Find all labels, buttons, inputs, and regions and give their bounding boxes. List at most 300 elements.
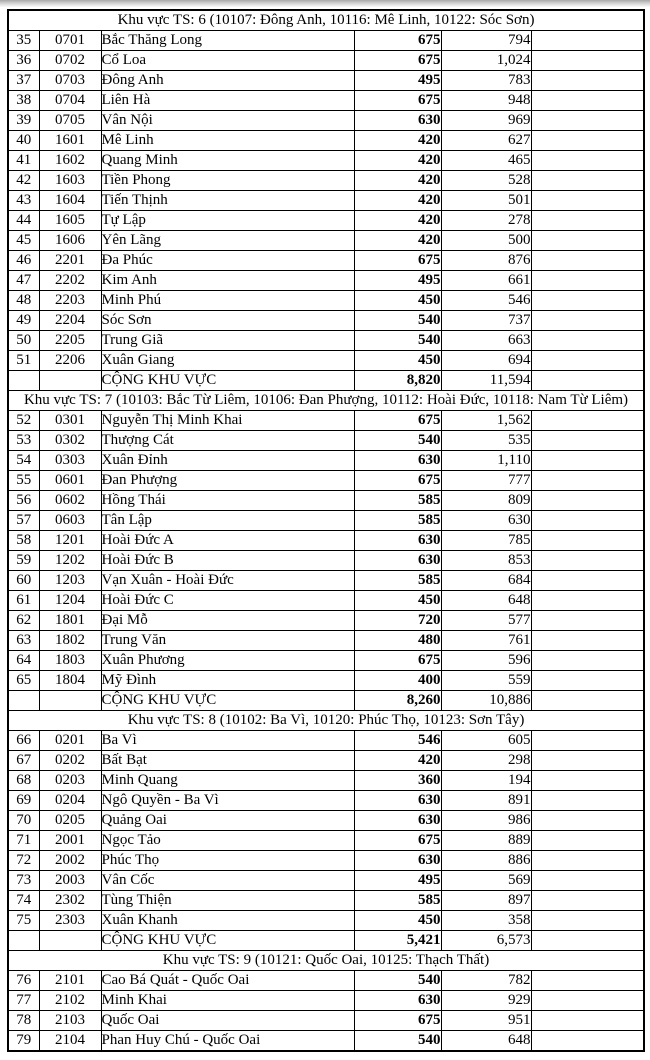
empty-cell (531, 231, 644, 251)
empty-cell (531, 51, 644, 71)
value1-cell: 675 (354, 31, 441, 51)
row-no-cell: 47 (8, 271, 39, 291)
row-no-cell: 54 (8, 451, 39, 471)
school-code-cell: 2204 (39, 311, 101, 331)
school-name-cell: Tân Lập (101, 511, 354, 531)
school-name-cell: Mê Linh (101, 131, 354, 151)
school-name-cell: Mỹ Đình (101, 671, 354, 691)
school-code-cell: 1606 (39, 231, 101, 251)
table-row (8, 111, 644, 131)
school-code-cell: 2104 (39, 1031, 101, 1052)
school-code-cell: 1202 (39, 551, 101, 571)
row-no-cell: 72 (8, 851, 39, 871)
school-code-cell: 1804 (39, 671, 101, 691)
school-name-cell: Hoài Đức A (101, 531, 354, 551)
value2-cell: 886 (441, 851, 531, 871)
empty-cell (531, 491, 644, 511)
school-code-cell: 2002 (39, 851, 101, 871)
value1-cell: 720 (354, 611, 441, 631)
value2-cell: 853 (441, 551, 531, 571)
table-row (8, 231, 644, 251)
value1-cell: 450 (354, 291, 441, 311)
table-row (8, 451, 644, 471)
school-name-cell: Phúc Thọ (101, 851, 354, 871)
value2-cell: 694 (441, 351, 531, 371)
value1-cell: 630 (354, 111, 441, 131)
value2-cell: 929 (441, 991, 531, 1011)
value1-cell: 420 (354, 211, 441, 231)
school-code-cell: 2001 (39, 831, 101, 851)
empty-cell (531, 551, 644, 571)
school-code-cell: 0603 (39, 511, 101, 531)
value1-cell: 546 (354, 731, 441, 751)
value1-cell: 400 (354, 671, 441, 691)
school-code-cell: 2205 (39, 331, 101, 351)
table-row (8, 191, 644, 211)
empty-cell (531, 111, 644, 131)
row-no-cell: 73 (8, 871, 39, 891)
table-row (8, 791, 644, 811)
value1-cell: 540 (354, 311, 441, 331)
school-code-cell: 2103 (39, 1011, 101, 1031)
school-code-cell: 0303 (39, 451, 101, 471)
value1-cell: 420 (354, 231, 441, 251)
school-name-cell: Đông Anh (101, 71, 354, 91)
school-code-cell: 1801 (39, 611, 101, 631)
school-code-cell: 0703 (39, 71, 101, 91)
row-no-cell: 49 (8, 311, 39, 331)
empty-cell (531, 511, 644, 531)
value1-cell: 675 (354, 831, 441, 851)
empty-cell (531, 31, 644, 51)
value2-cell: 986 (441, 811, 531, 831)
empty-cell (531, 671, 644, 691)
empty-cell (531, 651, 644, 671)
region-total-label: CỘNG KHU VỰC (101, 371, 354, 391)
row-no-cell: 45 (8, 231, 39, 251)
empty-cell (531, 771, 644, 791)
school-name-cell: Quốc Oai (101, 1011, 354, 1031)
region-header: Khu vực TS: 7 (10103: Bắc Từ Liêm, 10106: Đan Phượng, 10112: Hoài Đức, 10118: Nam Từ Liêm) (8, 391, 644, 411)
value1-cell: 585 (354, 571, 441, 591)
region-header: Khu vực TS: 6 (10107: Đông Anh, 10116: Mê Linh, 10122: Sóc Sơn) (8, 10, 644, 31)
table-row (8, 991, 644, 1011)
row-no-cell: 40 (8, 131, 39, 151)
school-name-cell: Tiền Phong (101, 171, 354, 191)
row-no-cell: 36 (8, 51, 39, 71)
school-code-cell: 0705 (39, 111, 101, 131)
empty-cell (39, 371, 101, 391)
table-row (8, 251, 644, 271)
value1-cell: 675 (354, 51, 441, 71)
table-row (8, 351, 644, 371)
school-name-cell: Xuân Giang (101, 351, 354, 371)
school-name-cell: Hoài Đức B (101, 551, 354, 571)
empty-cell (531, 731, 644, 751)
value1-cell: 495 (354, 871, 441, 891)
school-name-cell: Yên Lãng (101, 231, 354, 251)
empty-cell (531, 991, 644, 1011)
region-total-row (8, 371, 644, 391)
empty-cell (39, 691, 101, 711)
row-no-cell: 67 (8, 751, 39, 771)
region-total-value1: 8,820 (354, 371, 441, 391)
value1-cell: 450 (354, 591, 441, 611)
value2-cell: 648 (441, 1031, 531, 1052)
empty-cell (531, 851, 644, 871)
school-name-cell: Đa Phúc (101, 251, 354, 271)
value2-cell: 951 (441, 1011, 531, 1031)
table-row (8, 891, 644, 911)
value2-cell: 278 (441, 211, 531, 231)
value2-cell: 891 (441, 791, 531, 811)
row-no-cell: 69 (8, 791, 39, 811)
row-no-cell: 38 (8, 91, 39, 111)
school-code-cell: 2203 (39, 291, 101, 311)
region-header-row (8, 711, 644, 731)
school-code-cell: 0203 (39, 771, 101, 791)
school-code-cell: 0301 (39, 411, 101, 431)
value2-cell: 546 (441, 291, 531, 311)
table-row (8, 271, 644, 291)
value2-cell: 465 (441, 151, 531, 171)
table-row (8, 131, 644, 151)
value1-cell: 675 (354, 251, 441, 271)
empty-cell (531, 911, 644, 931)
table-row (8, 871, 644, 891)
table-row (8, 331, 644, 351)
school-code-cell: 2202 (39, 271, 101, 291)
value2-cell: 948 (441, 91, 531, 111)
school-code-cell: 1604 (39, 191, 101, 211)
table-row (8, 671, 644, 691)
value2-cell: 630 (441, 511, 531, 531)
school-name-cell: Xuân Đỉnh (101, 451, 354, 471)
school-code-cell: 1602 (39, 151, 101, 171)
region-total-value1: 5,421 (354, 931, 441, 951)
table-row (8, 431, 644, 451)
school-name-cell: Cao Bá Quát - Quốc Oai (101, 971, 354, 991)
value1-cell: 450 (354, 351, 441, 371)
value2-cell: 1,024 (441, 51, 531, 71)
empty-cell (531, 311, 644, 331)
region-total-label: CỘNG KHU VỰC (101, 931, 354, 951)
row-no-cell: 41 (8, 151, 39, 171)
value1-cell: 675 (354, 91, 441, 111)
school-name-cell: Sóc Sơn (101, 311, 354, 331)
table-row (8, 491, 644, 511)
row-no-cell: 61 (8, 591, 39, 611)
region-header-row (8, 951, 644, 971)
value2-cell: 500 (441, 231, 531, 251)
school-name-cell: Tiến Thịnh (101, 191, 354, 211)
row-no-cell: 39 (8, 111, 39, 131)
school-code-cell: 0204 (39, 791, 101, 811)
row-no-cell: 64 (8, 651, 39, 671)
value2-cell: 761 (441, 631, 531, 651)
row-no-cell: 56 (8, 491, 39, 511)
value1-cell: 540 (354, 971, 441, 991)
school-name-cell: Kim Anh (101, 271, 354, 291)
school-code-cell: 1803 (39, 651, 101, 671)
row-no-cell: 76 (8, 971, 39, 991)
empty-cell (531, 71, 644, 91)
row-no-cell: 74 (8, 891, 39, 911)
row-no-cell: 66 (8, 731, 39, 751)
school-name-cell: Vân Cốc (101, 871, 354, 891)
row-no-cell: 79 (8, 1031, 39, 1052)
value2-cell: 783 (441, 71, 531, 91)
region-header: Khu vực TS: 9 (10121: Quốc Oai, 10125: Thạch Thất) (8, 951, 644, 971)
school-name-cell: Minh Quang (101, 771, 354, 791)
value1-cell: 630 (354, 551, 441, 571)
empty-cell (531, 871, 644, 891)
region-total-row (8, 931, 644, 951)
value2-cell: 569 (441, 871, 531, 891)
table-row (8, 1031, 644, 1052)
value1-cell: 630 (354, 991, 441, 1011)
empty-cell (8, 931, 39, 951)
school-name-cell: Ngô Quyền - Ba Vì (101, 791, 354, 811)
value1-cell: 585 (354, 891, 441, 911)
school-name-cell: Trung Giã (101, 331, 354, 351)
row-no-cell: 62 (8, 611, 39, 631)
school-code-cell: 1201 (39, 531, 101, 551)
row-no-cell: 63 (8, 631, 39, 651)
table-row (8, 651, 644, 671)
empty-cell (531, 1031, 644, 1052)
row-no-cell: 77 (8, 991, 39, 1011)
table-row (8, 511, 644, 531)
row-no-cell: 65 (8, 671, 39, 691)
empty-cell (531, 831, 644, 851)
school-name-cell: Phan Huy Chú - Quốc Oai (101, 1031, 354, 1052)
school-code-cell: 1204 (39, 591, 101, 611)
value2-cell: 897 (441, 891, 531, 911)
empty-cell (531, 171, 644, 191)
row-no-cell: 71 (8, 831, 39, 851)
school-name-cell: Ngọc Tảo (101, 831, 354, 851)
school-code-cell: 0702 (39, 51, 101, 71)
row-no-cell: 48 (8, 291, 39, 311)
value2-cell: 559 (441, 671, 531, 691)
value2-cell: 876 (441, 251, 531, 271)
value1-cell: 630 (354, 811, 441, 831)
row-no-cell: 58 (8, 531, 39, 551)
school-name-cell: Trung Văn (101, 631, 354, 651)
empty-cell (531, 811, 644, 831)
row-no-cell: 75 (8, 911, 39, 931)
empty-cell (531, 251, 644, 271)
value1-cell: 675 (354, 471, 441, 491)
value1-cell: 630 (354, 791, 441, 811)
table-row (8, 851, 644, 871)
value1-cell: 630 (354, 531, 441, 551)
school-name-cell: Thượng Cát (101, 431, 354, 451)
table-row (8, 571, 644, 591)
empty-cell (531, 631, 644, 651)
row-no-cell: 52 (8, 411, 39, 431)
admission-table (7, 9, 645, 1052)
row-no-cell: 78 (8, 1011, 39, 1031)
empty-cell (531, 291, 644, 311)
school-code-cell: 1802 (39, 631, 101, 651)
row-no-cell: 53 (8, 431, 39, 451)
table-row (8, 531, 644, 551)
value1-cell: 630 (354, 851, 441, 871)
school-code-cell: 2303 (39, 911, 101, 931)
value1-cell: 420 (354, 751, 441, 771)
table-row (8, 471, 644, 491)
row-no-cell: 57 (8, 511, 39, 531)
region-header-row (8, 10, 644, 31)
value1-cell: 585 (354, 491, 441, 511)
value1-cell: 675 (354, 411, 441, 431)
table-row (8, 291, 644, 311)
value2-cell: 794 (441, 31, 531, 51)
school-code-cell: 2201 (39, 251, 101, 271)
value2-cell: 298 (441, 751, 531, 771)
empty-cell (531, 451, 644, 471)
school-code-cell: 0704 (39, 91, 101, 111)
region-header-row (8, 391, 644, 411)
empty-cell (8, 371, 39, 391)
empty-cell (531, 791, 644, 811)
school-name-cell: Bắc Thăng Long (101, 31, 354, 51)
value2-cell: 528 (441, 171, 531, 191)
empty-cell (531, 931, 644, 951)
value1-cell: 495 (354, 71, 441, 91)
table-row (8, 311, 644, 331)
table-row (8, 771, 644, 791)
value2-cell: 577 (441, 611, 531, 631)
empty-cell (531, 351, 644, 371)
row-no-cell: 68 (8, 771, 39, 791)
value2-cell: 535 (441, 431, 531, 451)
value2-cell: 663 (441, 331, 531, 351)
school-name-cell: Đan Phượng (101, 471, 354, 491)
row-no-cell: 37 (8, 71, 39, 91)
school-code-cell: 1603 (39, 171, 101, 191)
value2-cell: 501 (441, 191, 531, 211)
school-name-cell: Hồng Thái (101, 491, 354, 511)
school-code-cell: 0201 (39, 731, 101, 751)
top-edge-shadow (0, 0, 650, 7)
school-code-cell: 0205 (39, 811, 101, 831)
school-name-cell: Quang Minh (101, 151, 354, 171)
school-code-cell: 2003 (39, 871, 101, 891)
value2-cell: 627 (441, 131, 531, 151)
row-no-cell: 44 (8, 211, 39, 231)
empty-cell (531, 571, 644, 591)
region-total-row (8, 691, 644, 711)
value2-cell: 194 (441, 771, 531, 791)
row-no-cell: 42 (8, 171, 39, 191)
row-no-cell: 70 (8, 811, 39, 831)
school-name-cell: Hoài Đức C (101, 591, 354, 611)
school-code-cell: 0602 (39, 491, 101, 511)
row-no-cell: 51 (8, 351, 39, 371)
empty-cell (531, 211, 644, 231)
school-name-cell: Tự Lập (101, 211, 354, 231)
value1-cell: 420 (354, 151, 441, 171)
value2-cell: 777 (441, 471, 531, 491)
table-row (8, 91, 644, 111)
value1-cell: 420 (354, 131, 441, 151)
table-row (8, 31, 644, 51)
empty-cell (531, 91, 644, 111)
row-no-cell: 50 (8, 331, 39, 351)
admission-table-body (8, 10, 644, 1051)
school-name-cell: Nguyễn Thị Minh Khai (101, 411, 354, 431)
value1-cell: 495 (354, 271, 441, 291)
table-row (8, 551, 644, 571)
value1-cell: 585 (354, 511, 441, 531)
region-total-value2: 11,594 (441, 371, 531, 391)
school-name-cell: Đại Mỗ (101, 611, 354, 631)
empty-cell (531, 411, 644, 431)
value1-cell: 420 (354, 191, 441, 211)
empty-cell (531, 431, 644, 451)
school-name-cell: Bất Bạt (101, 751, 354, 771)
value2-cell: 596 (441, 651, 531, 671)
value2-cell: 1,562 (441, 411, 531, 431)
value2-cell: 782 (441, 971, 531, 991)
value2-cell: 1,110 (441, 451, 531, 471)
table-row (8, 171, 644, 191)
empty-cell (531, 271, 644, 291)
value1-cell: 540 (354, 431, 441, 451)
value2-cell: 648 (441, 591, 531, 611)
empty-cell (531, 471, 644, 491)
table-row (8, 591, 644, 611)
value2-cell: 889 (441, 831, 531, 851)
empty-cell (531, 531, 644, 551)
region-total-value2: 6,573 (441, 931, 531, 951)
row-no-cell: 59 (8, 551, 39, 571)
table-row (8, 631, 644, 651)
table-row (8, 911, 644, 931)
table-row (8, 611, 644, 631)
empty-cell (531, 1011, 644, 1031)
region-header: Khu vực TS: 8 (10102: Ba Vì, 10120: Phúc Thọ, 10123: Sơn Tây) (8, 711, 644, 731)
region-total-value2: 10,886 (441, 691, 531, 711)
empty-cell (531, 331, 644, 351)
table-row (8, 411, 644, 431)
value1-cell: 420 (354, 171, 441, 191)
row-no-cell: 60 (8, 571, 39, 591)
school-code-cell: 0202 (39, 751, 101, 771)
value2-cell: 661 (441, 271, 531, 291)
empty-cell (531, 591, 644, 611)
school-code-cell: 2101 (39, 971, 101, 991)
row-no-cell: 35 (8, 31, 39, 51)
value1-cell: 630 (354, 451, 441, 471)
table-row (8, 51, 644, 71)
school-name-cell: Ba Vì (101, 731, 354, 751)
school-name-cell: Minh Khai (101, 991, 354, 1011)
school-code-cell: 1203 (39, 571, 101, 591)
empty-cell (531, 971, 644, 991)
empty-cell (531, 751, 644, 771)
value1-cell: 540 (354, 1031, 441, 1052)
value1-cell: 675 (354, 651, 441, 671)
value2-cell: 809 (441, 491, 531, 511)
empty-cell (531, 611, 644, 631)
value2-cell: 684 (441, 571, 531, 591)
value1-cell: 360 (354, 771, 441, 791)
empty-cell (531, 191, 644, 211)
